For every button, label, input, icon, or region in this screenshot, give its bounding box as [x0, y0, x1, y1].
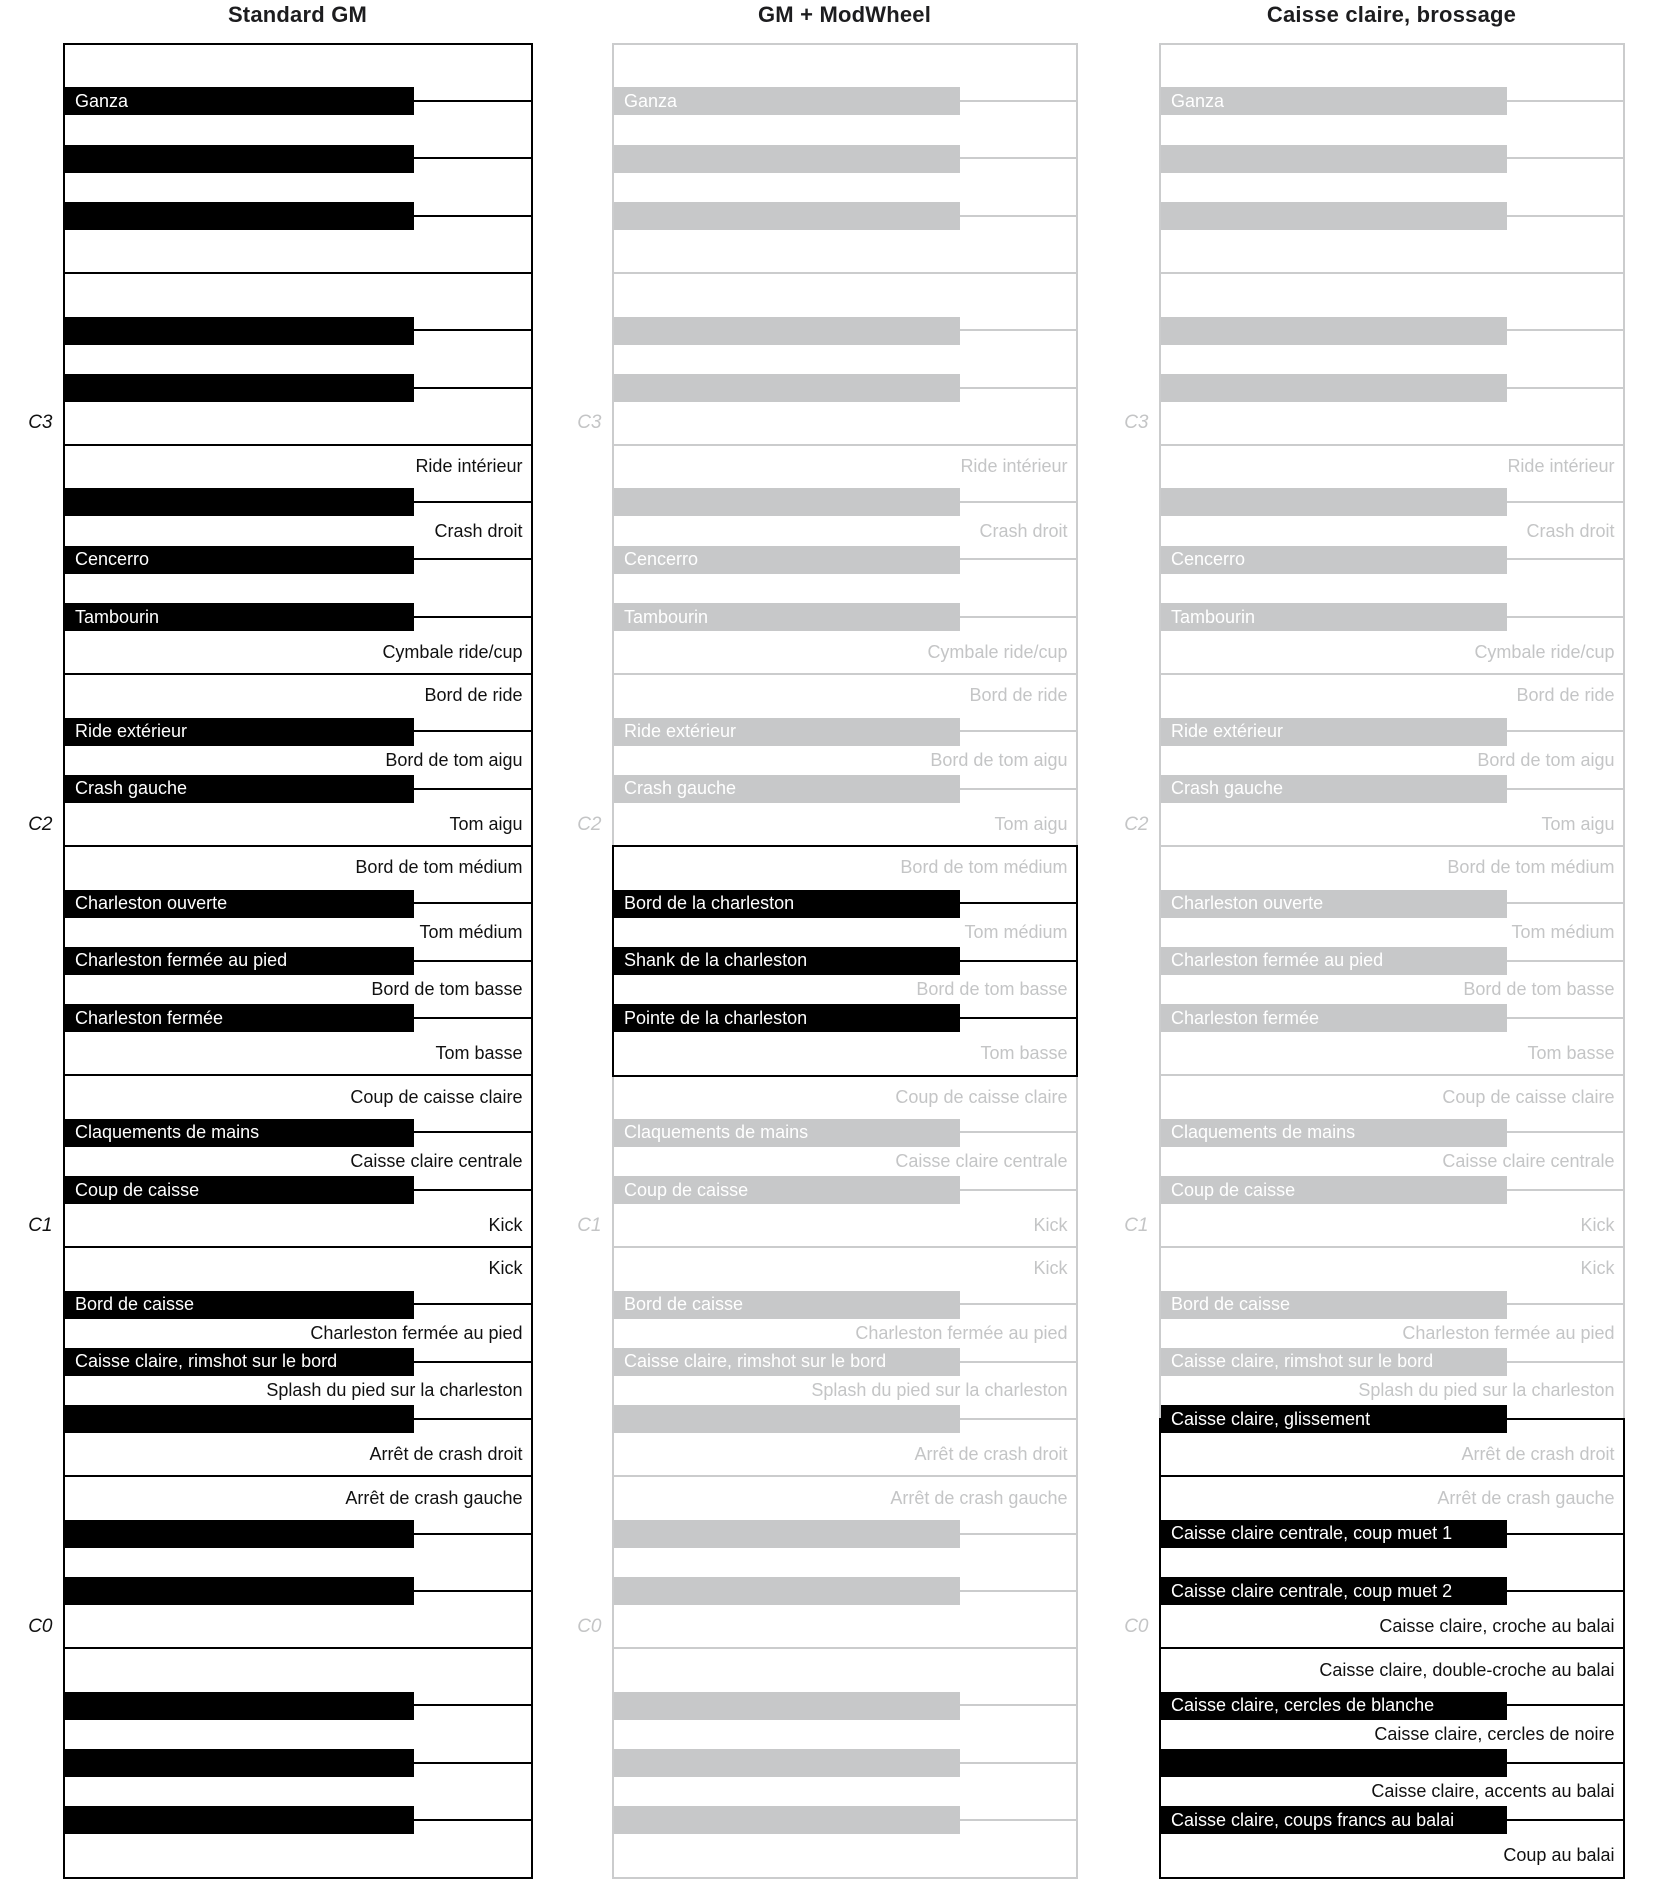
key-label: Crash gauche — [75, 778, 188, 799]
key-label: Bord de tom aigu — [930, 749, 1068, 770]
key-A#2 — [65, 488, 414, 516]
key-label: Ride intérieur — [960, 456, 1068, 477]
key-label: Charleston fermée au pied — [1402, 1322, 1615, 1343]
key-F#0 — [65, 1405, 414, 1433]
key-G#2 — [614, 546, 960, 574]
key-A#-1 — [65, 1692, 414, 1720]
key-F#2 — [614, 603, 960, 631]
key-label: Charleston ouverte — [1171, 893, 1324, 913]
octave-label-c0: C0 — [28, 1615, 53, 1637]
key-label: Caisse claire, accents au balai — [1371, 1781, 1615, 1802]
key-D#0 — [1161, 1520, 1507, 1548]
key-label: Ganza — [624, 90, 678, 111]
key-G#1 — [614, 947, 960, 975]
piano-keyboard-caisse-claire-brossage — [1124, 44, 1625, 1878]
key-label: Tom basse — [980, 1043, 1068, 1064]
keyboard-column-caisse-claire-brossage — [1124, 0, 1625, 1883]
key-label: Ride extérieur — [75, 721, 188, 742]
key-C#0 — [614, 1577, 960, 1605]
octave-label-c2: C2 — [577, 813, 602, 835]
octave-label-c1: C1 — [1124, 1214, 1149, 1236]
key-C#3 — [65, 374, 414, 402]
key-label: Arrêt de crash gauche — [890, 1487, 1068, 1508]
key-label: Kick — [488, 1215, 523, 1236]
key-label: Bord de tom basse — [371, 978, 523, 999]
key-D#1 — [1161, 1119, 1507, 1147]
key-label: Bord de caisse — [75, 1294, 195, 1315]
key-label: Ride extérieur — [1171, 721, 1284, 742]
key-G#1 — [1161, 947, 1507, 975]
key-A#0 — [65, 1291, 414, 1319]
key-label: Cencerro — [624, 549, 699, 570]
key-G#3 — [614, 145, 960, 173]
key-label: Charleston fermée — [75, 1007, 224, 1028]
key-label: Crash droit — [979, 520, 1068, 541]
key-label: Splash du pied sur la charleston — [266, 1380, 523, 1401]
key-label: Caisse claire, cercles de blanche — [1171, 1695, 1435, 1716]
key-F#1 — [1161, 1004, 1507, 1032]
key-A#1 — [65, 890, 414, 918]
key-G#-1 — [1161, 1749, 1507, 1777]
key-C#0 — [1161, 1577, 1507, 1605]
key-C#0 — [65, 1577, 414, 1605]
key-F#0 — [1161, 1405, 1507, 1433]
key-label: Caisse claire, rimshot sur le bord — [1171, 1351, 1434, 1372]
octave-label-c3: C3 — [28, 412, 53, 434]
key-label: Tom médium — [419, 921, 523, 942]
octave-label-c2: C2 — [28, 813, 53, 835]
key-label: Ride intérieur — [415, 456, 523, 477]
key-G#-1 — [65, 1749, 414, 1777]
key-D#0 — [614, 1520, 960, 1548]
key-G#0 — [65, 1348, 414, 1376]
octave-label-c0: C0 — [1124, 1615, 1149, 1637]
key-D#2 — [614, 718, 960, 746]
key-label: Tambourin — [1171, 606, 1256, 627]
key-G#3 — [65, 145, 414, 173]
key-label: Tom médium — [964, 921, 1068, 942]
key-label: Caisse claire, coups francs au balai — [1171, 1809, 1455, 1830]
key-label: Bord de caisse — [1171, 1294, 1291, 1315]
key-label: Bord de tom médium — [900, 857, 1068, 878]
key-label: Arrêt de crash gauche — [345, 1487, 523, 1508]
key-A#3 — [1161, 87, 1507, 115]
key-label: Bord de ride — [424, 685, 523, 706]
key-D#3 — [1161, 317, 1507, 345]
key-label: Kick — [1580, 1258, 1615, 1279]
key-label: Arrêt de crash droit — [1461, 1444, 1615, 1465]
key-label: Tambourin — [75, 606, 160, 627]
key-label: Crash droit — [434, 520, 523, 541]
key-label: Caisse claire centrale — [1442, 1150, 1615, 1171]
key-label: Arrêt de crash droit — [369, 1444, 523, 1465]
key-label: Tom basse — [435, 1043, 523, 1064]
key-D#1 — [65, 1119, 414, 1147]
key-label: Tambourin — [624, 606, 709, 627]
key-label: Caisse claire, double-croche au balai — [1319, 1659, 1615, 1680]
key-label: Bord de tom basse — [1463, 978, 1615, 999]
key-D#3 — [614, 317, 960, 345]
key-A#0 — [1161, 1291, 1507, 1319]
key-label: Bord de caisse — [624, 1294, 744, 1315]
key-F#2 — [65, 603, 414, 631]
key-A#2 — [1161, 488, 1507, 516]
key-label: Charleston fermée au pied — [310, 1322, 523, 1343]
key-G#1 — [65, 947, 414, 975]
key-A#1 — [1161, 890, 1507, 918]
key-label: Charleston fermée au pied — [855, 1322, 1068, 1343]
key-F#3 — [1161, 202, 1507, 230]
key-label: Cencerro — [75, 549, 150, 570]
key-label: Splash du pied sur la charleston — [1358, 1380, 1615, 1401]
key-label: Tom aigu — [994, 814, 1068, 835]
octave-label-c2: C2 — [1124, 813, 1149, 835]
key-label: Caisse claire centrale — [895, 1150, 1068, 1171]
key-label: Coup de caisse — [1171, 1179, 1296, 1200]
key-C#2 — [614, 775, 960, 803]
key-label: Kick — [1033, 1215, 1068, 1236]
key-label: Caisse claire centrale — [350, 1150, 523, 1171]
key-F#-1 — [65, 1806, 414, 1834]
octave-label-c1: C1 — [28, 1214, 53, 1236]
key-label: Arrêt de crash gauche — [1437, 1487, 1615, 1508]
key-label: Bord de ride — [969, 685, 1068, 706]
key-C#1 — [614, 1176, 960, 1204]
key-label: Cencerro — [1171, 549, 1246, 570]
column-title-gm-modwheel: GM + ModWheel — [757, 2, 932, 27]
keyboard-column-gm-modwheel — [577, 0, 1078, 1883]
key-label: Caisse claire, glissement — [1171, 1408, 1371, 1429]
piano-keyboard-gm-modwheel — [577, 44, 1078, 1878]
key-F#3 — [65, 202, 414, 230]
key-label: Bord de tom aigu — [1477, 749, 1615, 770]
key-label: Kick — [1033, 1258, 1068, 1279]
key-label: Cymbale ride/cup — [927, 642, 1068, 663]
octave-label-c3: C3 — [1124, 412, 1149, 434]
key-label: Bord de ride — [1516, 685, 1615, 706]
key-C#3 — [1161, 374, 1507, 402]
key-A#-1 — [1161, 1692, 1507, 1720]
key-label: Tom médium — [1511, 921, 1615, 942]
key-label: Claquements de mains — [75, 1122, 260, 1143]
key-label: Coup de caisse — [75, 1179, 200, 1200]
key-label: Kick — [488, 1258, 523, 1279]
key-label: Shank de la charleston — [624, 950, 808, 971]
key-label: Crash droit — [1526, 520, 1615, 541]
key-F#1 — [65, 1004, 414, 1032]
key-label: Caisse claire, croche au balai — [1379, 1616, 1615, 1637]
key-A#1 — [614, 890, 960, 918]
key-G#2 — [1161, 546, 1507, 574]
keyboard-column-standard-gm — [28, 0, 533, 1883]
key-label: Bord de tom médium — [355, 857, 523, 878]
key-label: Cymbale ride/cup — [1474, 642, 1615, 663]
key-label: Caisse claire, rimshot sur le bord — [624, 1351, 887, 1372]
key-F#2 — [1161, 603, 1507, 631]
key-label: Ganza — [1171, 90, 1225, 111]
key-G#0 — [614, 1348, 960, 1376]
key-label: Crash gauche — [1171, 778, 1284, 799]
key-C#1 — [1161, 1176, 1507, 1204]
key-label: Tom aigu — [449, 814, 523, 835]
key-label: Tom aigu — [1541, 814, 1615, 835]
key-D#2 — [65, 718, 414, 746]
key-label: Tom basse — [1527, 1043, 1615, 1064]
key-label: Charleston fermée au pied — [1171, 950, 1384, 971]
key-C#3 — [614, 374, 960, 402]
key-label: Claquements de mains — [624, 1122, 809, 1143]
key-F#0 — [614, 1405, 960, 1433]
key-label: Ride extérieur — [624, 721, 737, 742]
key-A#-1 — [614, 1692, 960, 1720]
key-A#3 — [65, 87, 414, 115]
key-C#1 — [65, 1176, 414, 1204]
key-A#3 — [614, 87, 960, 115]
key-label: Bord de la charleston — [624, 893, 795, 913]
key-label: Charleston ouverte — [75, 893, 228, 913]
piano-keyboard-standard-gm — [28, 44, 533, 1878]
key-F#3 — [614, 202, 960, 230]
key-label: Coup de caisse claire — [350, 1086, 523, 1107]
key-label: Cymbale ride/cup — [382, 642, 523, 663]
key-label: Coup au balai — [1503, 1845, 1615, 1866]
key-label: Splash du pied sur la charleston — [811, 1380, 1068, 1401]
key-G#3 — [1161, 145, 1507, 173]
key-label: Ganza — [75, 90, 129, 111]
key-label: Claquements de mains — [1171, 1122, 1356, 1143]
key-C#2 — [65, 775, 414, 803]
key-label: Coup de caisse claire — [1442, 1086, 1615, 1107]
key-label: Charleston fermée au pied — [75, 950, 288, 971]
key-F#-1 — [614, 1806, 960, 1834]
key-A#0 — [614, 1291, 960, 1319]
key-D#1 — [614, 1119, 960, 1147]
key-label: Kick — [1580, 1215, 1615, 1236]
key-D#0 — [65, 1520, 414, 1548]
octave-label-c3: C3 — [577, 412, 602, 434]
key-D#2 — [1161, 718, 1507, 746]
key-G#-1 — [614, 1749, 960, 1777]
key-label: Charleston fermée — [1171, 1007, 1320, 1028]
key-D#3 — [65, 317, 414, 345]
key-label: Caisse claire, rimshot sur le bord — [75, 1351, 338, 1372]
key-F#1 — [614, 1004, 960, 1032]
key-G#2 — [65, 546, 414, 574]
column-title-caisse-claire-brossage: Caisse claire, brossage — [1266, 2, 1517, 27]
key-label: Coup de caisse — [624, 1179, 749, 1200]
key-label: Bord de tom aigu — [385, 749, 523, 770]
key-label: Bord de tom basse — [916, 978, 1068, 999]
octave-label-c0: C0 — [577, 1615, 602, 1637]
key-G#0 — [1161, 1348, 1507, 1376]
key-A#2 — [614, 488, 960, 516]
key-label: Caisse claire centrale, coup muet 2 — [1171, 1580, 1453, 1601]
key-label: Coup de caisse claire — [895, 1086, 1068, 1107]
key-label: Crash gauche — [624, 778, 737, 799]
key-F#-1 — [1161, 1806, 1507, 1834]
key-label: Ride intérieur — [1507, 456, 1615, 477]
key-C#2 — [1161, 775, 1507, 803]
column-title-standard-gm: Standard GM — [227, 2, 368, 27]
octave-label-c1: C1 — [577, 1214, 602, 1236]
key-label: Caisse claire centrale, coup muet 1 — [1171, 1523, 1453, 1544]
key-label: Caisse claire, cercles de noire — [1374, 1723, 1615, 1744]
key-label: Bord de tom médium — [1447, 857, 1615, 878]
key-label: Arrêt de crash droit — [914, 1444, 1068, 1465]
key-label: Pointe de la charleston — [624, 1007, 808, 1028]
